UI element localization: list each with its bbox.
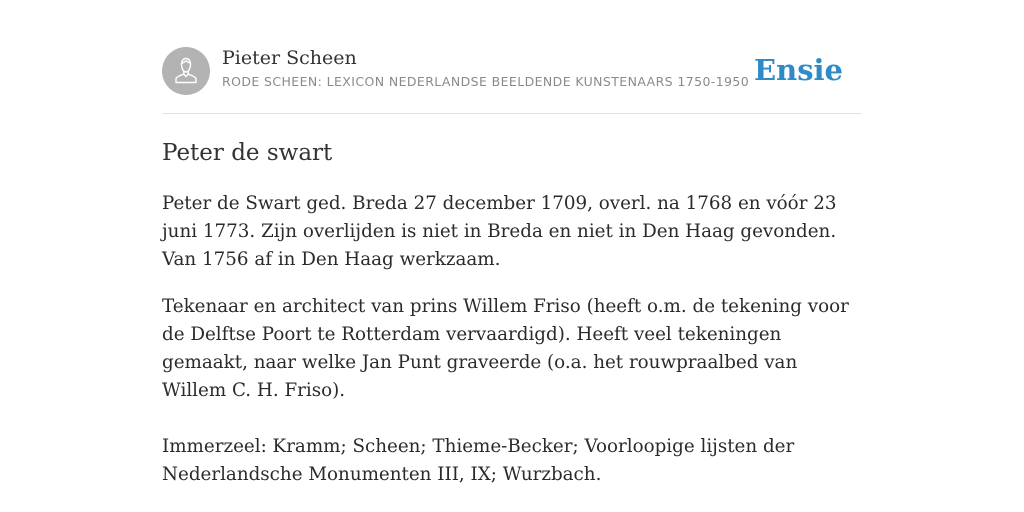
ensie-logo[interactable]: Ensie [754, 53, 843, 87]
header-divider [162, 113, 862, 114]
entry-header [162, 46, 862, 96]
paragraph: Peter de Swart ged. Breda 27 december 1709, overl. na 1768 en vóór 23 juni 1773. Zijn overlijden is niet in Breda en niet in Den Haag gevonden. Van 1756 af in Den Haag werkzaam. [162, 193, 837, 270]
author-avatar[interactable] [162, 47, 210, 95]
entry-title: Peter de swart [162, 140, 333, 166]
entry-body [162, 190, 862, 489]
author-name[interactable]: Pieter Scheen [222, 47, 357, 69]
user-icon [162, 47, 210, 95]
references: Immerzeel: Kramm; Scheen; Thieme-Becker; Voorloopige lijsten der Nederlandsche Monumenten III, IX; Wurzbach. [162, 436, 795, 485]
paragraph: Tekenaar en architect van prins Willem Friso (heeft o.m. de tekening voor de Delftse Poort te Rotterdam vervaardigd). Heeft veel tekeningen gemaakt, naar welke Jan Punt graveerde (o.a. het rouwpraalbed van Willem C. H. Friso). [162, 296, 849, 401]
source-title[interactable]: RODE SCHEEN: LEXICON NEDERLANDSE BEELDENDE KUNSTENAARS 1750-1950 [222, 74, 750, 89]
